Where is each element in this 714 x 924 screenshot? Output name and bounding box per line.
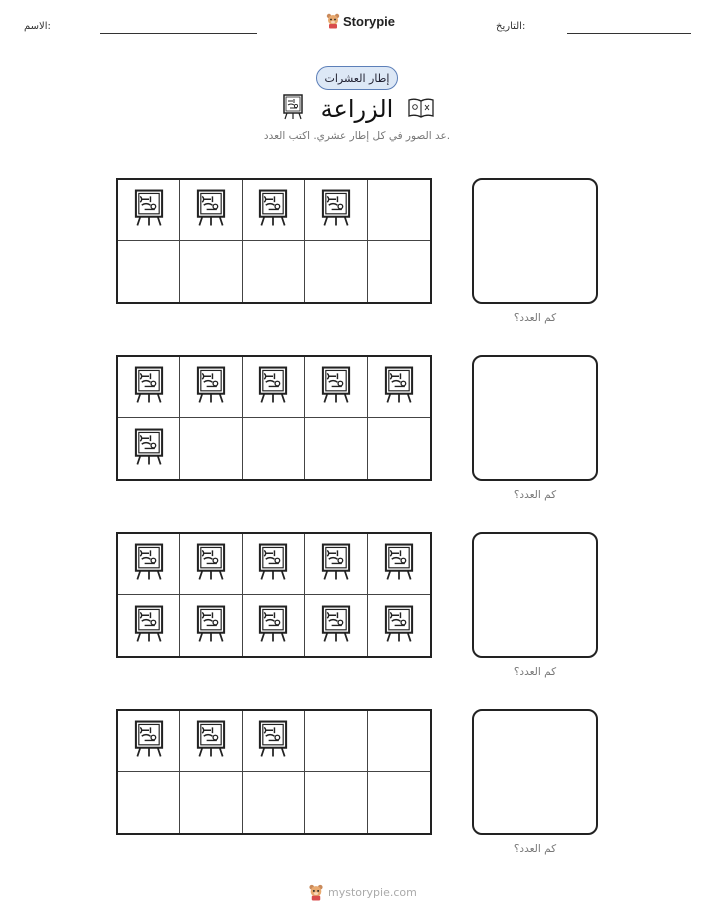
- answer-box[interactable]: [472, 178, 598, 304]
- painting-easel-icon: [195, 365, 227, 409]
- bear-mascot-icon: [308, 884, 324, 901]
- name-line[interactable]: [100, 33, 257, 34]
- ten-frame-cell: [243, 241, 305, 302]
- ten-frame-cell: [305, 595, 367, 656]
- painting-easel-icon: [320, 542, 352, 586]
- date-line[interactable]: [567, 33, 691, 34]
- ten-frame-cell: [180, 595, 242, 656]
- how-many-label: كم العدد؟: [513, 312, 557, 324]
- ten-frame-cell: [180, 418, 242, 479]
- ten-frame-cell: [368, 772, 430, 833]
- painting-easel-icon: [257, 719, 289, 763]
- painting-easel-icon: [133, 365, 165, 409]
- painting-easel-icon: [383, 365, 415, 409]
- ten-frame-cell: [243, 180, 305, 241]
- painting-easel-icon: [195, 542, 227, 586]
- painting-easel-icon: [257, 542, 289, 586]
- ten-frame-cell: [118, 180, 180, 241]
- bear-mascot-icon: [326, 13, 340, 29]
- how-many-label: كم العدد؟: [513, 489, 557, 501]
- name-label: الاسم:: [24, 21, 51, 32]
- ten-frame-cell: [180, 711, 242, 772]
- ten-frame-cell: [180, 357, 242, 418]
- painting-easel-icon: [320, 188, 352, 232]
- ten-frame-cell: [180, 180, 242, 241]
- painting-easel-icon: [320, 604, 352, 648]
- ten-frame-cell: [305, 241, 367, 302]
- ten-frame-cell: [368, 180, 430, 241]
- ten-frame-cell: [118, 418, 180, 479]
- ten-frame-cell: [305, 357, 367, 418]
- painting-easel-icon: [133, 604, 165, 648]
- painting-easel-icon: [383, 542, 415, 586]
- ten-frame: [116, 355, 432, 481]
- ten-frame-cell: [305, 711, 367, 772]
- ten-frame-cell: [180, 772, 242, 833]
- ten-frame-cell: [118, 241, 180, 302]
- ten-frame-cell: [243, 357, 305, 418]
- painting-easel-icon: [133, 542, 165, 586]
- painting-easel-icon: [133, 719, 165, 763]
- painting-easel-icon: [257, 365, 289, 409]
- ten-frame-cell: [118, 711, 180, 772]
- ten-frame-cell: [368, 241, 430, 302]
- brand-name: Storypie: [343, 13, 396, 29]
- how-many-label: كم العدد؟: [513, 843, 557, 855]
- painting-easel-icon: [195, 188, 227, 232]
- ten-frame-cell: [180, 241, 242, 302]
- answer-box[interactable]: [472, 532, 598, 658]
- ten-frame-cell: [180, 534, 242, 595]
- ten-frame-cell: [305, 534, 367, 595]
- ten-frame-cell: [243, 772, 305, 833]
- ten-frame-cell: [243, 595, 305, 656]
- page-title: الزراعة: [320, 95, 394, 123]
- painting-easel-icon: [257, 604, 289, 648]
- ten-frame-cell: [305, 180, 367, 241]
- painting-easel-icon: [257, 188, 289, 232]
- ten-frame-cell: [305, 772, 367, 833]
- painting-easel-icon: [383, 604, 415, 648]
- painting-easel-icon: [195, 604, 227, 648]
- ten-frame-cell: [118, 534, 180, 595]
- footer: [308, 884, 417, 901]
- answer-box[interactable]: [472, 709, 598, 835]
- date-label: التاريخ:: [496, 21, 526, 32]
- book-icon: [407, 97, 435, 119]
- worksheet-type-badge: إطار العشرات: [316, 66, 398, 90]
- ten-frame-cell: [243, 711, 305, 772]
- brand-logo: [326, 13, 395, 29]
- painting-easel-icon: [133, 427, 165, 471]
- ten-frame-cell: [118, 357, 180, 418]
- answer-box[interactable]: [472, 355, 598, 481]
- instructions: عد الصور في كل إطار عشري. اكتب العدد.: [263, 130, 451, 142]
- ten-frame-cell: [243, 418, 305, 479]
- ten-frame-cell: [243, 534, 305, 595]
- how-many-label: كم العدد؟: [513, 666, 557, 678]
- ten-frame: [116, 709, 432, 835]
- ten-frame-cell: [368, 418, 430, 479]
- ten-frame-cell: [368, 357, 430, 418]
- painting-easel-icon: [320, 365, 352, 409]
- ten-frame-cell: [368, 711, 430, 772]
- ten-frame: [116, 178, 432, 304]
- footer-url[interactable]: mystorypie.com: [328, 886, 417, 899]
- painting-easel-icon: [195, 719, 227, 763]
- ten-frame-cell: [118, 595, 180, 656]
- ten-frame-cell: [118, 772, 180, 833]
- painting-easel-icon: [133, 188, 165, 232]
- ten-frame-cell: [368, 595, 430, 656]
- ten-frame-cell: [305, 418, 367, 479]
- ten-frame-cell: [368, 534, 430, 595]
- ten-frame: [116, 532, 432, 658]
